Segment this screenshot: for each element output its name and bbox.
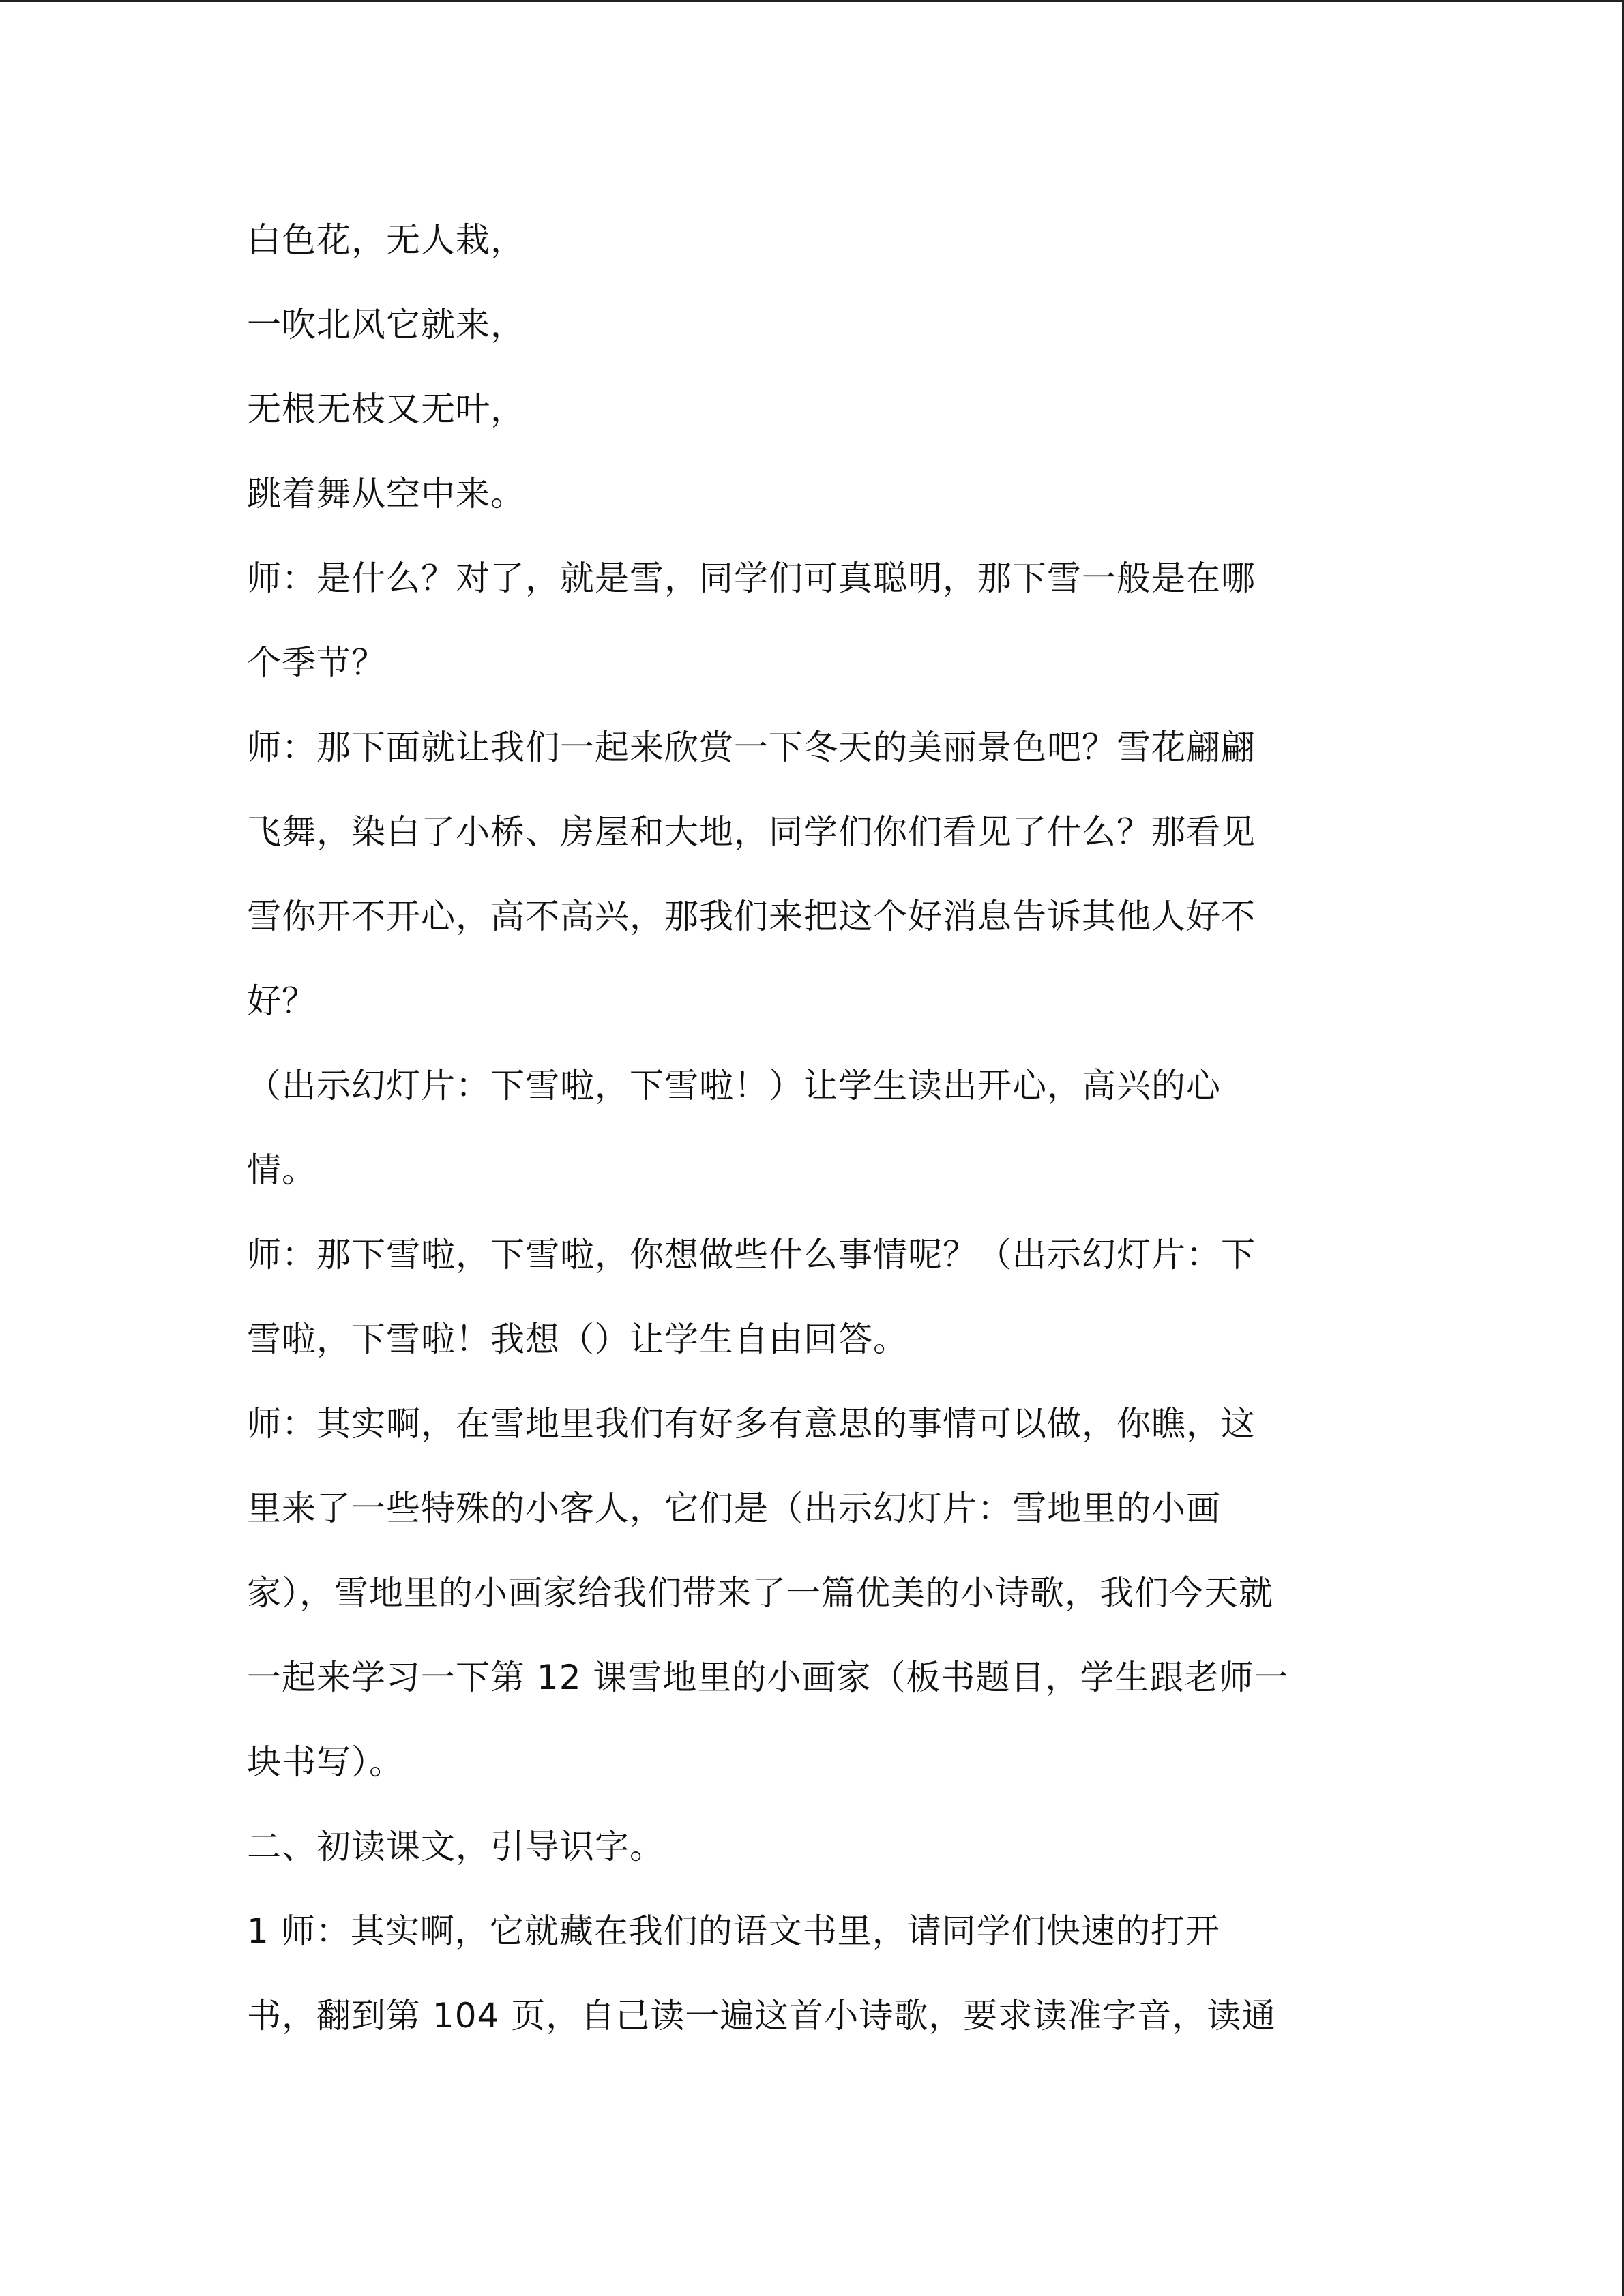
- paragraph-line: 雪啦，下雪啦！我想（）让学生自由回答。: [247, 1320, 908, 1359]
- paragraph-line: 1 师：其实啊，它就藏在我们的语文书里，请同学们快速的打开: [247, 1911, 1220, 1951]
- paragraph-line: 个季节？: [247, 643, 386, 683]
- top-border-line: [0, 0, 1624, 2]
- paragraph-line: 师：其实啊，在雪地里我们有好多有意思的事情可以做，你瞧，这: [247, 1404, 1256, 1444]
- paragraph-line: 师：那下面就让我们一起来欣赏一下冬天的美丽景色吧？雪花翩翩: [247, 728, 1256, 767]
- paragraph-line: 书，翻到第 104 页，自己读一遍这首小诗歌，要求读准字音，读通: [247, 1996, 1277, 2036]
- document-body: [247, 213, 1379, 2074]
- section-heading: 二、初读课文，引导识字。: [247, 1827, 664, 1866]
- riddle-line: 白色花，无人栽，: [247, 220, 525, 260]
- paragraph-line: 家），雪地里的小画家给我们带来了一篇优美的小诗歌，我们今天就: [247, 1573, 1273, 1613]
- riddle-line: 跳着舞从空中来。: [247, 474, 525, 513]
- paragraph-line: 一起来学习一下第 12 课雪地里的小画家（板书题目，学生跟老师一: [247, 1658, 1289, 1697]
- paragraph-line: （出示幻灯片：下雪啦，下雪啦！）让学生读出开心，高兴的心: [247, 1066, 1221, 1105]
- paragraph-line: 好？: [247, 981, 316, 1021]
- riddle-line: 无根无枝又无叶，: [247, 389, 525, 429]
- paragraph-line: 情。: [247, 1150, 316, 1190]
- paragraph-line: 飞舞，染白了小桥、房屋和大地，同学们你们看见了什么？那看见: [247, 812, 1256, 852]
- paragraph-line: 雪你开不开心，高不高兴，那我们来把这个好消息告诉其他人好不: [247, 897, 1256, 936]
- paragraph-line: 师：那下雪啦，下雪啦，你想做些什么事情呢？（出示幻灯片：下: [247, 1235, 1256, 1274]
- riddle-line: 一吹北风它就来，: [247, 305, 525, 344]
- paragraph-line: 师：是什么？对了，就是雪，同学们可真聪明，那下雪一般是在哪: [247, 558, 1256, 598]
- paragraph-line: 块书写）。: [247, 1742, 404, 1782]
- paragraph-line: 里来了一些特殊的小客人，它们是（出示幻灯片：雪地里的小画: [247, 1489, 1221, 1528]
